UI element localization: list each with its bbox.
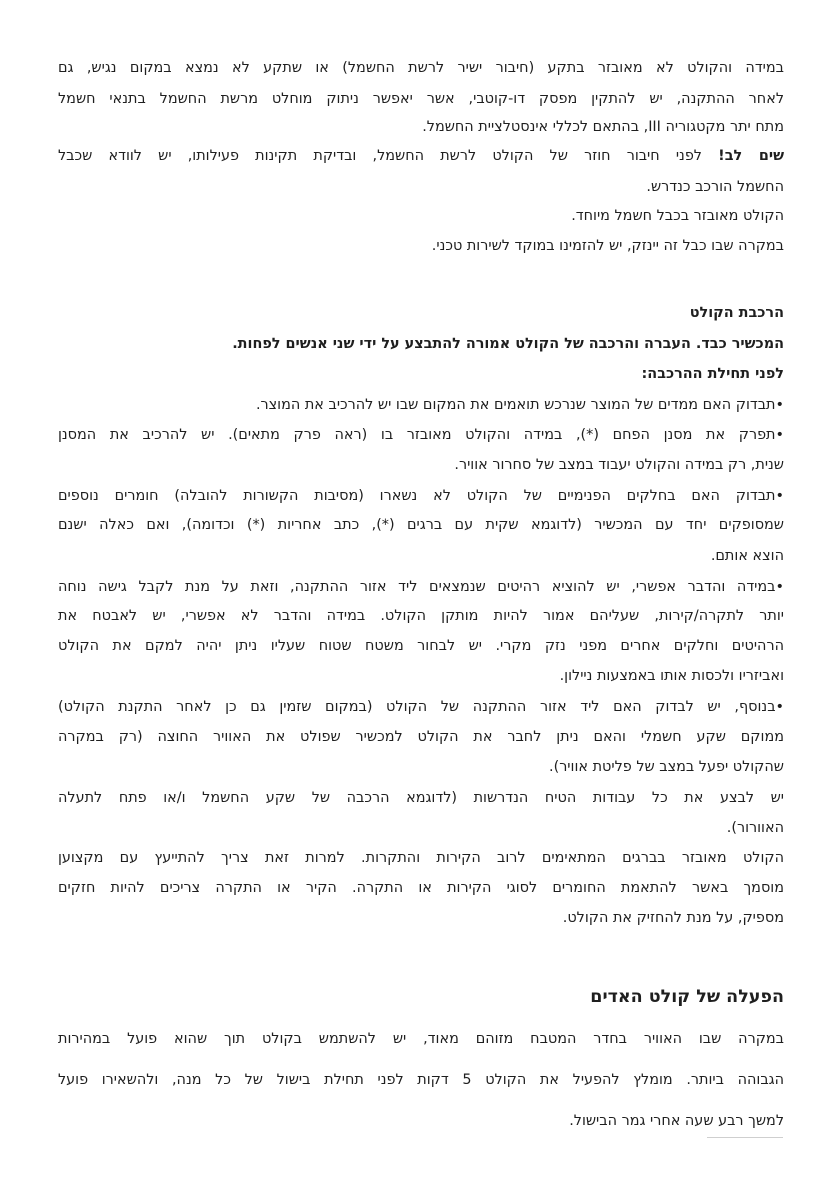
paragraph-line: מתח יתר מקטגוריה III, בהתאם לכללי אינסטלציית החשמל. xyxy=(422,119,784,135)
list-item: •תבדוק האם בחלקים הפנימיים של הקולט לא נשארו (מסיבות הקשורות להובלה) חומרים נוספים xyxy=(58,488,784,504)
paragraph-line: יותר לתקרה/קירות, שעליהם אמור להיות מותקן הקולט. במידה והדבר לא אפשרי, יש לאבטח את xyxy=(58,608,784,624)
warning-line xyxy=(58,146,784,166)
section-heading: הרכבת הקולט xyxy=(689,305,784,321)
list-item: •תפרק את מסנן הפחם (*), במידה והקולט מאובזר בו (ראה פרק מתאים). יש להרכיב את המסנן xyxy=(58,427,784,443)
paragraph-line: האוורור). xyxy=(726,820,784,836)
paragraph-line: לאחר ההתקנה, יש להתקין מפסק דו-קוטבי, אשר יאפשר ניתוק מוחלט מרשת החשמל בתנאי חשמל xyxy=(58,91,784,107)
paragraph-line: הוצא אותם. xyxy=(710,548,784,564)
paragraph-line: במקרה שבו כבל זה יינזק, יש להזמינו במוקד לשירות טכני. xyxy=(431,238,784,254)
paragraph-line: הקולט מאובזר בברגים המתאימים לרוב הקירות והתקרות. למרות זאת צריך להתייעץ עם מקצוען xyxy=(58,850,784,866)
paragraph-line: שהקולט יפעל במצב של פליטת אוויר). xyxy=(549,759,784,775)
paragraph-line: שמסופקים יחד עם המכשיר (לדוגמא שקית עם ברגים (*), כתב אחריות (*) וכדומה), ואם כאלה ישנם xyxy=(58,517,784,533)
paragraph-line: הרהיטים וחלקים אחרים מפני נזק מקרי. יש לבחור משטח שטוח שעליו ניתן יהיה למקם את הקולט xyxy=(58,638,784,654)
paragraph-line: הקולט מאובזר בכבל חשמל מיוחד. xyxy=(571,208,784,224)
warning-text: לפני חיבור חוזר של הקולט לרשת החשמל, ובדיקת תקינות פעילותו, יש לוודא שכבל xyxy=(58,148,719,164)
warning-label: שים לב! xyxy=(718,148,784,164)
section-heading: הפעלה של קולט האדים xyxy=(590,987,784,1007)
paragraph-line: ואביזריו ולכסות אותו באמצעות ניילון. xyxy=(559,668,784,684)
heavy-warning: המכשיר כבד. העברה והרכבה של הקולט אמורה להתבצע על ידי שני אנשים לפחות. xyxy=(232,336,784,352)
paragraph-line: במידה והקולט לא מאובזר בתקע (חיבור ישיר לרשת החשמל) או שתקע לא נמצא במקום נגיש, גם xyxy=(58,60,784,76)
list-item: •במידה והדבר אפשרי, יש להוציא רהיטים שנמצאים ליד אזור ההתקנה, וזאת על מנת לקבל גישה נוחה xyxy=(58,579,784,595)
paragraph-line: שנית, רק במידה והקולט יעבוד במצב של סחרור אוויר. xyxy=(454,457,784,473)
paragraph-line: הגבוהה ביותר. מומלץ להפעיל את הקולט 5 דקות לפני תחילת בישול של כל מנה, ולהשאירו פועל xyxy=(58,1072,784,1088)
paragraph-line: מספיק, על מנת להחזיק את הקולט. xyxy=(562,910,784,926)
paragraph-line: במקרה שבו האוויר בחדר המטבח מזוהם מאוד, יש להשתמש בקולט תוך שהוא פועל במהירות xyxy=(58,1031,784,1047)
paragraph-line: למשך רבע שעה אחרי גמר הבישול. xyxy=(569,1113,784,1129)
paragraph-line: יש לבצע את כל עבודות הטיח הנדרשות (לדוגמא הרכבה של שקע החשמל ו/או פתח לתעלה xyxy=(58,790,784,806)
list-item: •תבדוק האם ממדים של המוצר שנרכש תואמים את המקום שבו יש להרכיב את המוצר. xyxy=(255,397,784,413)
paragraph-line: ממוקם שקע חשמלי והאם ניתן לחבר את הקולט למכשיר שפולט את האוויר החוצה (רק במקרה xyxy=(58,729,784,745)
subheading: לפני תחילת ההרכבה: xyxy=(641,366,784,382)
list-item: •בנוסף, יש לבדוק האם ליד אזור ההתקנה של הקולט (במקום שזמין גם כן לאחר התקנת הקולט) xyxy=(58,699,784,715)
footer-divider xyxy=(707,1137,783,1138)
paragraph-line: החשמל הורכב כנדרש. xyxy=(646,179,784,195)
paragraph-line: מוסמך באשר להתאמת החומרים לסוגי הקירות או התקרה. הקיר או התקרה צריכים להיות חזקים xyxy=(58,880,784,896)
